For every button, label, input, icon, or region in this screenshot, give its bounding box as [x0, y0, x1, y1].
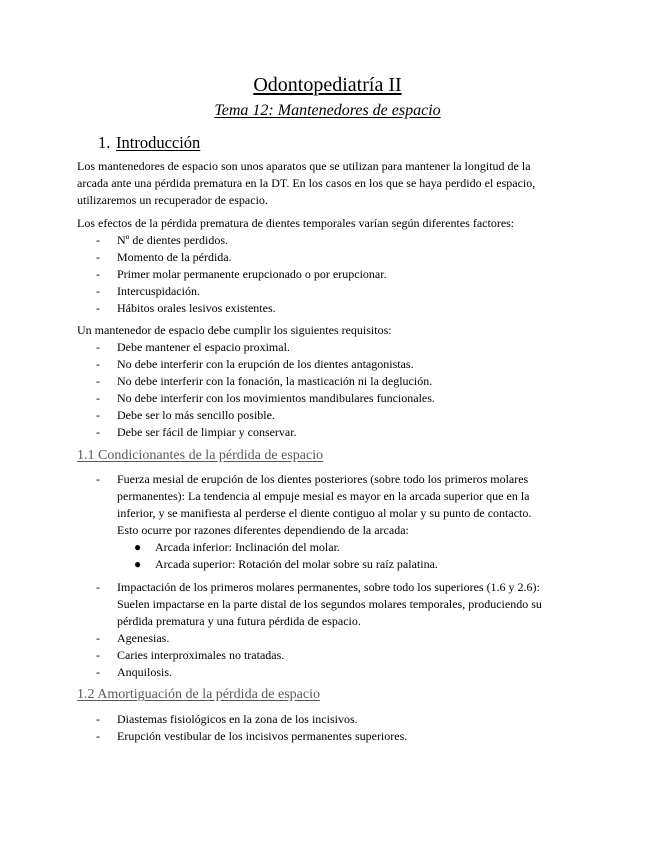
dash-marker: -	[96, 267, 100, 281]
list-item-text: Impactación de los primeros molares permanentes, sobre todo los superiores (1.6 y 2.6):	[117, 580, 540, 594]
list-item-text: Caries interproximales no tratadas.	[117, 648, 285, 662]
dash-marker: -	[96, 472, 100, 486]
dash-marker: -	[96, 665, 100, 679]
list-item-text: Debe mantener el espacio proximal.	[117, 340, 290, 354]
dash-marker: -	[96, 374, 100, 388]
dash-marker: -	[96, 340, 100, 354]
list-item-text: Hábitos orales lesivos existentes.	[117, 301, 276, 315]
subsection-heading-condicionantes: 1.1 Condicionantes de la pérdida de espacio	[77, 448, 324, 463]
list-item-text: Agenesias.	[117, 631, 170, 645]
list-item-text: Diastemas fisiológicos en la zona de los incisivos.	[117, 712, 358, 726]
list-item-text: Nº de dientes perdidos.	[117, 233, 229, 247]
dash-marker: -	[96, 425, 100, 439]
dash-marker: -	[96, 391, 100, 405]
dash-marker: -	[96, 357, 100, 371]
list-item-text: Primer molar permanente erupcionado o por erupcionar.	[117, 267, 387, 281]
list-item-text: Esto ocurre por razones diferentes dependiendo de la arcada:	[117, 523, 409, 537]
dash-marker: -	[96, 233, 100, 247]
list-item-text: Debe ser fácil de limpiar y conservar.	[117, 425, 297, 439]
dash-marker: -	[96, 580, 100, 594]
list-item-text: Fuerza mesial de erupción de los dientes posteriores (sobre todo los primeros molares	[117, 472, 529, 486]
subsection-heading-amortiguacion: 1.2 Amortiguación de la pérdida de espacio	[77, 687, 320, 702]
dash-marker: -	[96, 729, 100, 743]
list-item-text: Anquilosis.	[117, 665, 173, 679]
intro-line: Los mantenedores de espacio son unos aparatos que se utilizan para mantener la longitud de la	[77, 159, 531, 173]
list-item-text: inferior, y se manifiesta al perderse el diente contiguo al molar y su punto de contacto.	[117, 506, 532, 520]
list-item-text: pérdida prematura y una futura pérdida de espacio.	[117, 614, 361, 628]
document-subtitle: Tema 12: Mantenedores de espacio	[214, 102, 441, 119]
list-item-text: No debe interferir con la fonación, la masticación ni la deglución.	[117, 374, 433, 388]
dash-marker: -	[96, 301, 100, 315]
dash-marker: -	[96, 250, 100, 264]
intro-line: utilizaremos un recuperador de espacio.	[77, 193, 268, 207]
bullet-icon: ●	[134, 540, 142, 554]
document-title: Odontopediatría II	[253, 74, 402, 96]
dash-marker: -	[96, 648, 100, 662]
section-title: Introducción	[116, 133, 201, 152]
list-item-text: permanentes): La tendencia al empuje mesial es mayor en la arcada superior que en la	[117, 489, 530, 503]
dash-marker: -	[96, 631, 100, 645]
list-item-text: Debe ser lo más sencillo posible.	[117, 408, 275, 422]
factors-intro: Los efectos de la pérdida prematura de dientes temporales varían según diferentes factores:	[77, 216, 515, 230]
list-item-text: Erupción vestibular de los incisivos permanentes superiores.	[117, 729, 408, 743]
list-item-text: Intercuspidación.	[117, 284, 200, 298]
list-item-text: No debe interferir con los movimientos mandibulares funcionales.	[117, 391, 435, 405]
dash-marker: -	[96, 408, 100, 422]
intro-line: arcada ante una pérdida prematura en la DT. En los casos en los que se haya perdido el espacio,	[77, 176, 536, 190]
sub-list-item-text: Arcada superior: Rotación del molar sobre su raíz palatina.	[155, 557, 438, 571]
sub-list-item-text: Arcada inferior: Inclinación del molar.	[155, 540, 340, 554]
requirements-intro: Un mantenedor de espacio debe cumplir los siguientes requisitos:	[77, 323, 392, 337]
list-item-text: Suelen impactarse en la parte distal de los segundos molares temporales, produciendo su	[117, 597, 542, 611]
dash-marker: -	[96, 284, 100, 298]
list-item-text: No debe interferir con la erupción de los dientes antagonistas.	[117, 357, 414, 371]
list-item-text: Momento de la pérdida.	[117, 250, 232, 264]
dash-marker: -	[96, 712, 100, 726]
section-number: 1.	[98, 133, 111, 152]
bullet-icon: ●	[134, 557, 142, 571]
